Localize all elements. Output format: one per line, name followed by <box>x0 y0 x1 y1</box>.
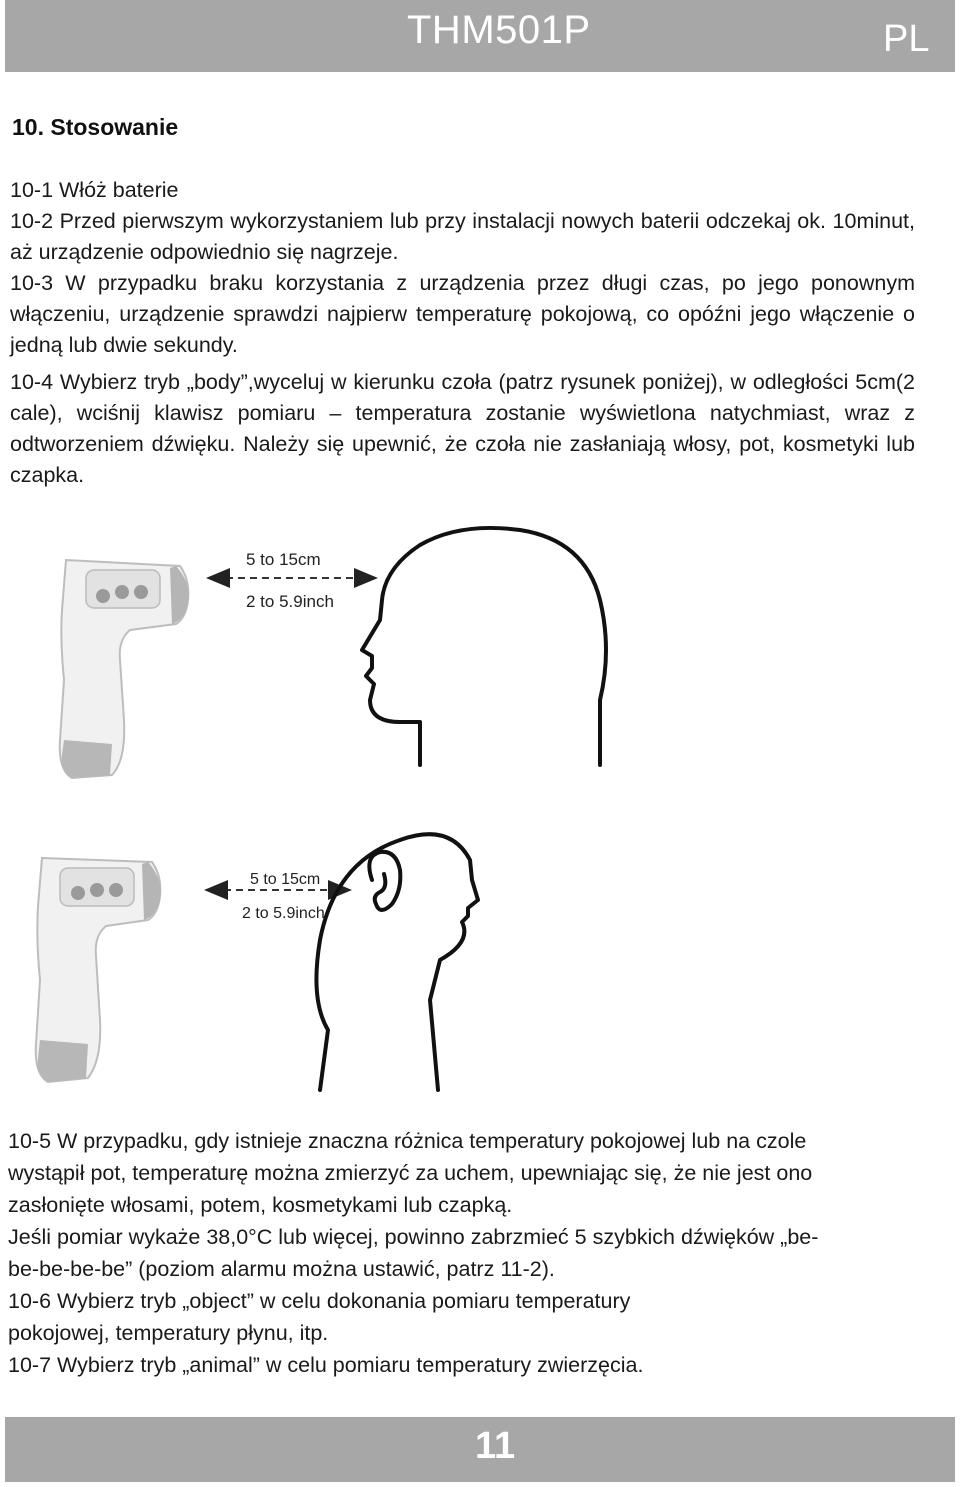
distance-inch-label-bottom: 2 to 5.9inch <box>242 905 325 922</box>
paragraph-10-1-10-2: 10-1 Włóż baterie 10-2 Przed pierwszym wykorzystaniem lub przy instalacji nowych baterii odczekaj ok. 10minut, aż urządzenie odpowiednio się nagrzeje. <box>10 178 915 264</box>
page-number: 11 <box>475 1425 516 1467</box>
text-line: wystąpił pot, temperaturę można zmierzyć za uchem, upewniając się, że nie jest ono <box>8 1161 813 1185</box>
head-profile-front <box>362 528 606 765</box>
text-line: 10-5 W przypadku, gdy istnieje znaczna różnica temperatury pokojowej lub na czole <box>8 1129 807 1153</box>
page-footer-bar <box>5 1417 955 1482</box>
text-line: Jeśli pomiar wykaże 38,0°C lub więcej, powinno zabrzmieć 5 szybkich dźwięków „be- <box>8 1225 819 1249</box>
paragraph-10-5-10-7 <box>8 1125 938 1381</box>
ear-icon <box>369 852 400 910</box>
distance-inch-label-top: 2 to 5.9inch <box>246 592 334 611</box>
section-title: 10. Stosowanie <box>12 114 179 140</box>
distance-cm-label-top: 5 to 15cm <box>246 550 321 569</box>
text-line: 10-6 Wybierz tryb „object” w celu dokonania pomiaru temperatury <box>8 1289 631 1313</box>
language-code: PL <box>883 18 930 60</box>
page-header-bar <box>5 0 955 72</box>
thermometer-image-bottom <box>36 858 161 1082</box>
text-line: zasłonięte włosami, potem, kosmetykami lub czapką. <box>8 1193 513 1217</box>
head-profile-side <box>316 834 478 1090</box>
text-line: 10-7 Wybierz tryb „animal” w celu pomiaru temperatury zwierzęcia. <box>8 1353 644 1377</box>
paragraph-10-3: 10-3 W przypadku braku korzystania z urządzenia przez długi czas, po jego ponownym włączeniu, urządzenie sprawdzi najpierw temperaturę pokojową, co opóźni jego włączenie o jedną lub dwie sekundy. <box>10 271 915 357</box>
thermometer-image-top <box>60 560 189 778</box>
model-name: THM501P <box>407 8 591 52</box>
paragraph-10-4: 10-4 Wybierz tryb „body”,wyceluj w kierunku czoła (patrz rysunek poniżej), w odległości 5cm(2 cale), wciśnij klawisz pomiaru – temperatura zostanie wyświetlona natychmiast, wraz z odtworzeniem dźwięku. Należy się upewnić, że czoła nie zasłaniają włosy, pot, kosmetyki lub czapka. <box>10 370 915 487</box>
distance-arrow-top <box>206 568 378 588</box>
distance-cm-label-bottom: 5 to 15cm <box>250 871 321 888</box>
text-line: pokojowej, temperatury płynu, itp. <box>8 1321 329 1345</box>
text-line: be-be-be-be” (poziom alarmu można ustawić, patrz 11-2). <box>8 1257 555 1281</box>
measurement-illustration <box>0 520 960 1100</box>
